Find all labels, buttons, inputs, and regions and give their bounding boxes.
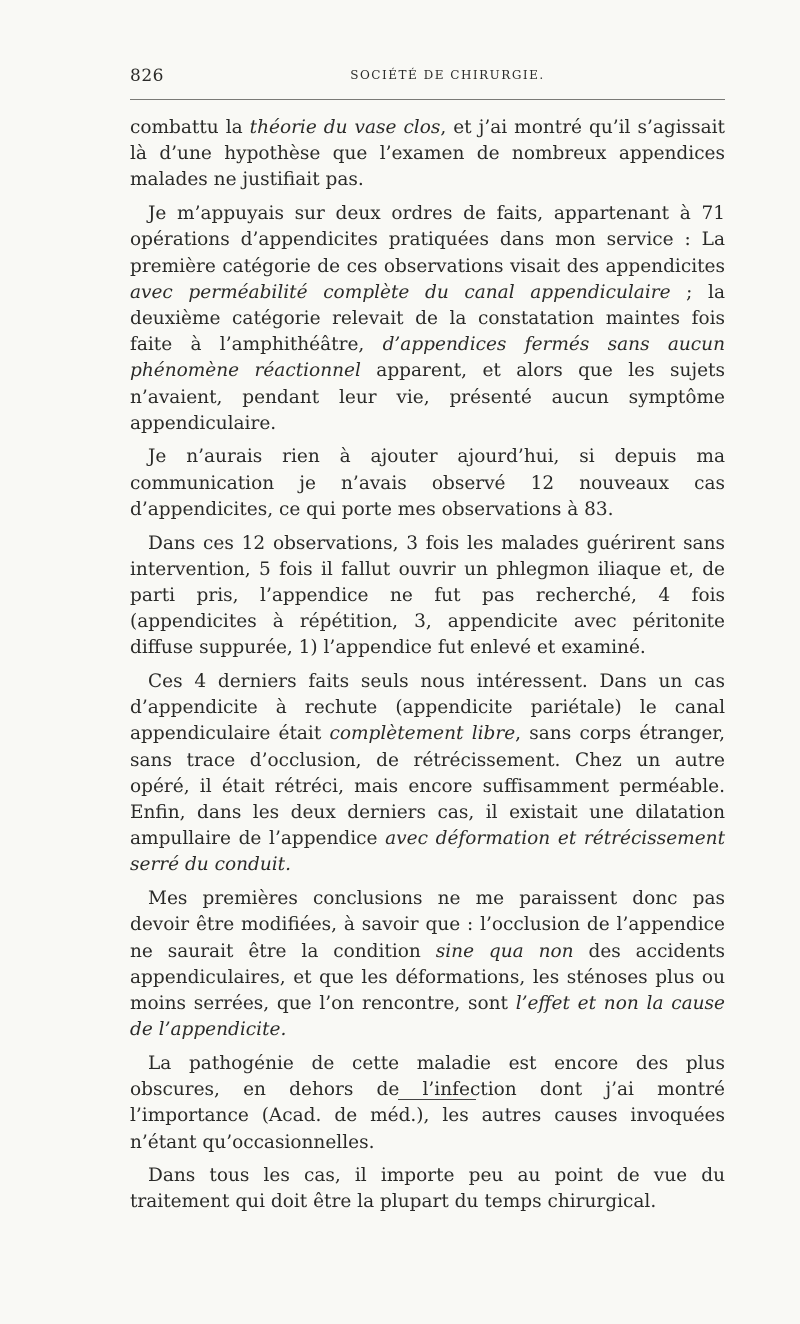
text-run: combattu la	[130, 117, 250, 138]
text-run: , et j’ai montré qu’il s’agissait là d’une hypothèse que l’examen de nombreux appendices malades ne justifiait pas.	[130, 117, 725, 191]
text-run: Mes premières conclusions ne me paraissent donc pas devoir être modifiées, à savoir que : l’occlusion de l’appendice ne saurait être la condition	[130, 888, 725, 962]
text-run: ; la deuxième catégorie relevait de la constatation maintes fois faite à l’amphithéâtre,	[130, 281, 725, 356]
page-number: 826	[130, 66, 164, 86]
end-rule	[398, 1099, 476, 1100]
paragraph	[130, 669, 725, 879]
text-run: La pathogénie de cette maladie est encore des plus obscures, en dehors de l’infection dont j’ai montré l’importance (Acad. de méd.), les autres causes invoquées n’étant qu’occasionnelles.	[130, 1052, 725, 1153]
text-run: Je m’appuyais sur deux ordres de faits, appartenant à 71 opérations d’appendicites pratiquées dans mon service : La première catégorie de ces observations visait des appendicites	[130, 203, 725, 277]
header-rule	[130, 99, 725, 100]
text-run: des accidents appendiculaires, et que les déformations, les sténoses plus ou moins serrées, que l’on rencontre, sont	[130, 940, 725, 1014]
italic-text: d’appendices fermés sans aucun phénomène réactionnel	[130, 334, 725, 382]
paragraph	[130, 531, 725, 662]
italic-text: sine qua non	[435, 940, 574, 962]
italic-text: complètement libre	[329, 723, 516, 745]
text-run: Dans ces 12 observations, 3 fois les malades guérirent sans intervention, 5 fois il fallut ouvrir un phlegmon iliaque et, de parti pris, l’appendice ne fut pas recherché, 4 fois (appendicites à répétition, 3, appendicite avec péritonite diffuse suppurée, 1) l’appendice fut enlevé et examiné.	[130, 532, 725, 659]
text-run: , sans corps étranger, sans trace d’occlusion, de rétrécissement. Chez un autre opéré, il était rétréci, mais encore suffisamment perméable. Enfin, dans les deux derniers cas, il existait une dilatation ampullaire de l’appendice	[130, 723, 725, 850]
italic-text: théorie du vase clos	[249, 117, 441, 138]
text-run: Ces 4 derniers faits seuls nous intéressent. Dans un cas d’appendicite à rechute (appendicite pariétale) le canal appendiculaire était	[130, 671, 725, 745]
paragraph	[130, 886, 725, 1043]
italic-text: avec perméabilité complète du canal appendiculaire	[130, 281, 671, 303]
text-run: Dans tous les cas, il importe peu au point de vue du traitement qui doit être la plupart du temps chirurgical.	[130, 1165, 725, 1213]
paragraph	[130, 115, 725, 194]
text-run: apparent, et alors que les sujets n’avaient, pendant leur vie, présenté aucun symptôme appendiculaire.	[130, 360, 725, 434]
paragraph	[130, 444, 725, 523]
italic-text: avec déformation et rétrécissement serré du conduit.	[130, 828, 726, 876]
paragraph	[130, 1163, 725, 1215]
italic-text: l’effet et non la cause de l’appendicite.	[130, 993, 725, 1041]
body-text	[130, 115, 725, 1223]
paragraph	[130, 1051, 725, 1156]
paragraph	[130, 201, 725, 437]
running-head: SOCIÉTÉ DE CHIRURGIE.	[350, 68, 545, 82]
page-header	[130, 66, 725, 88]
text-run: Je n’aurais rien à ajouter ajourd’hui, si depuis ma communication je n’avais observé 12 nouveaux cas d’appendicites, ce qui porte mes observations à 83.	[130, 446, 725, 520]
